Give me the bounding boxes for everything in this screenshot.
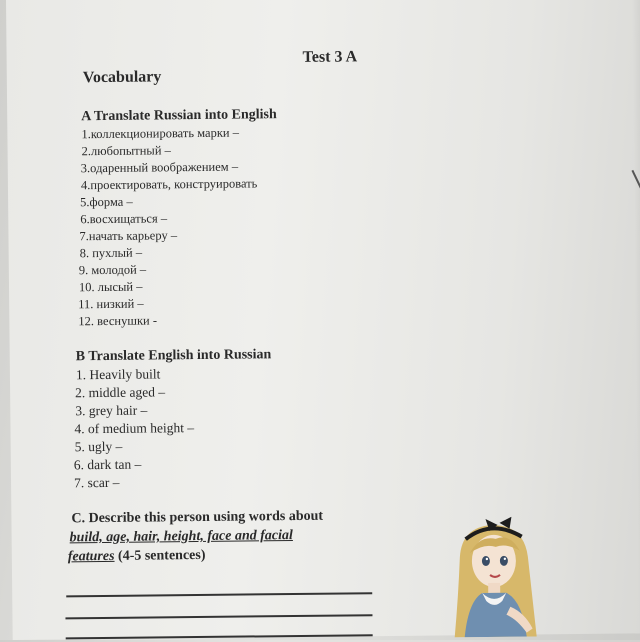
- section-a-item-10: 10. лысый –: [78, 279, 143, 295]
- section-b-item-2: 2. middle aged –: [75, 384, 166, 401]
- section-a-item-3: 3.одаренный воображением –: [80, 159, 239, 176]
- section-a-item-6: 6.восхищаться –: [80, 211, 168, 227]
- section-b-item-5: 5. ugly –: [74, 438, 123, 455]
- section-b-item-6: 6. dark tan –: [73, 456, 142, 473]
- test-title: Test 3 A: [302, 48, 358, 66]
- section-b-item-4: 4. of medium height –: [74, 420, 195, 437]
- section-title-vocabulary: Vocabulary: [82, 68, 162, 87]
- section-b-item-3: 3. grey hair –: [75, 402, 148, 419]
- section-b-item-7: 7. scar –: [73, 474, 120, 491]
- section-c-features-text: features: [67, 548, 115, 565]
- section-a-item-2: 2.любопытный –: [81, 143, 171, 159]
- section-a-item-12: 12. веснушки -: [78, 313, 158, 329]
- section-b-heading: B Translate English into Russian: [75, 347, 272, 365]
- section-b-item-1: 1. Heavily built: [75, 366, 161, 383]
- answer-line-3: [66, 634, 373, 639]
- section-a-item-9: 9. молодой –: [78, 262, 147, 278]
- section-c-topics-cont: [68, 548, 206, 565]
- section-c-topics-text: build, age, hair, height, face and facial: [69, 528, 293, 546]
- answer-line-2: [65, 614, 372, 619]
- section-a-item-11: 11. низкий –: [78, 296, 144, 312]
- section-a-item-1: 1.коллекционировать марки –: [81, 125, 239, 142]
- page-edge-shadow: [632, 0, 640, 633]
- section-c-instruction: C. Describe this person using words about: [71, 508, 324, 527]
- section-a-item-5: 5.форма –: [80, 194, 133, 210]
- section-a-item-4: 4.проектировать, конструировать: [80, 176, 258, 193]
- section-a-item-7: 7.начать карьеру –: [79, 228, 178, 244]
- section-c-topics: [70, 528, 293, 546]
- worksheet-page: [6, 0, 640, 640]
- section-a-heading: A Translate Russian into English: [81, 107, 277, 125]
- section-a-item-8: 8. пухлый –: [79, 245, 143, 261]
- answer-line-1: [66, 592, 372, 597]
- person-illustration: [439, 516, 560, 637]
- section-c-sentence-count: (4-5 sentences): [114, 547, 206, 564]
